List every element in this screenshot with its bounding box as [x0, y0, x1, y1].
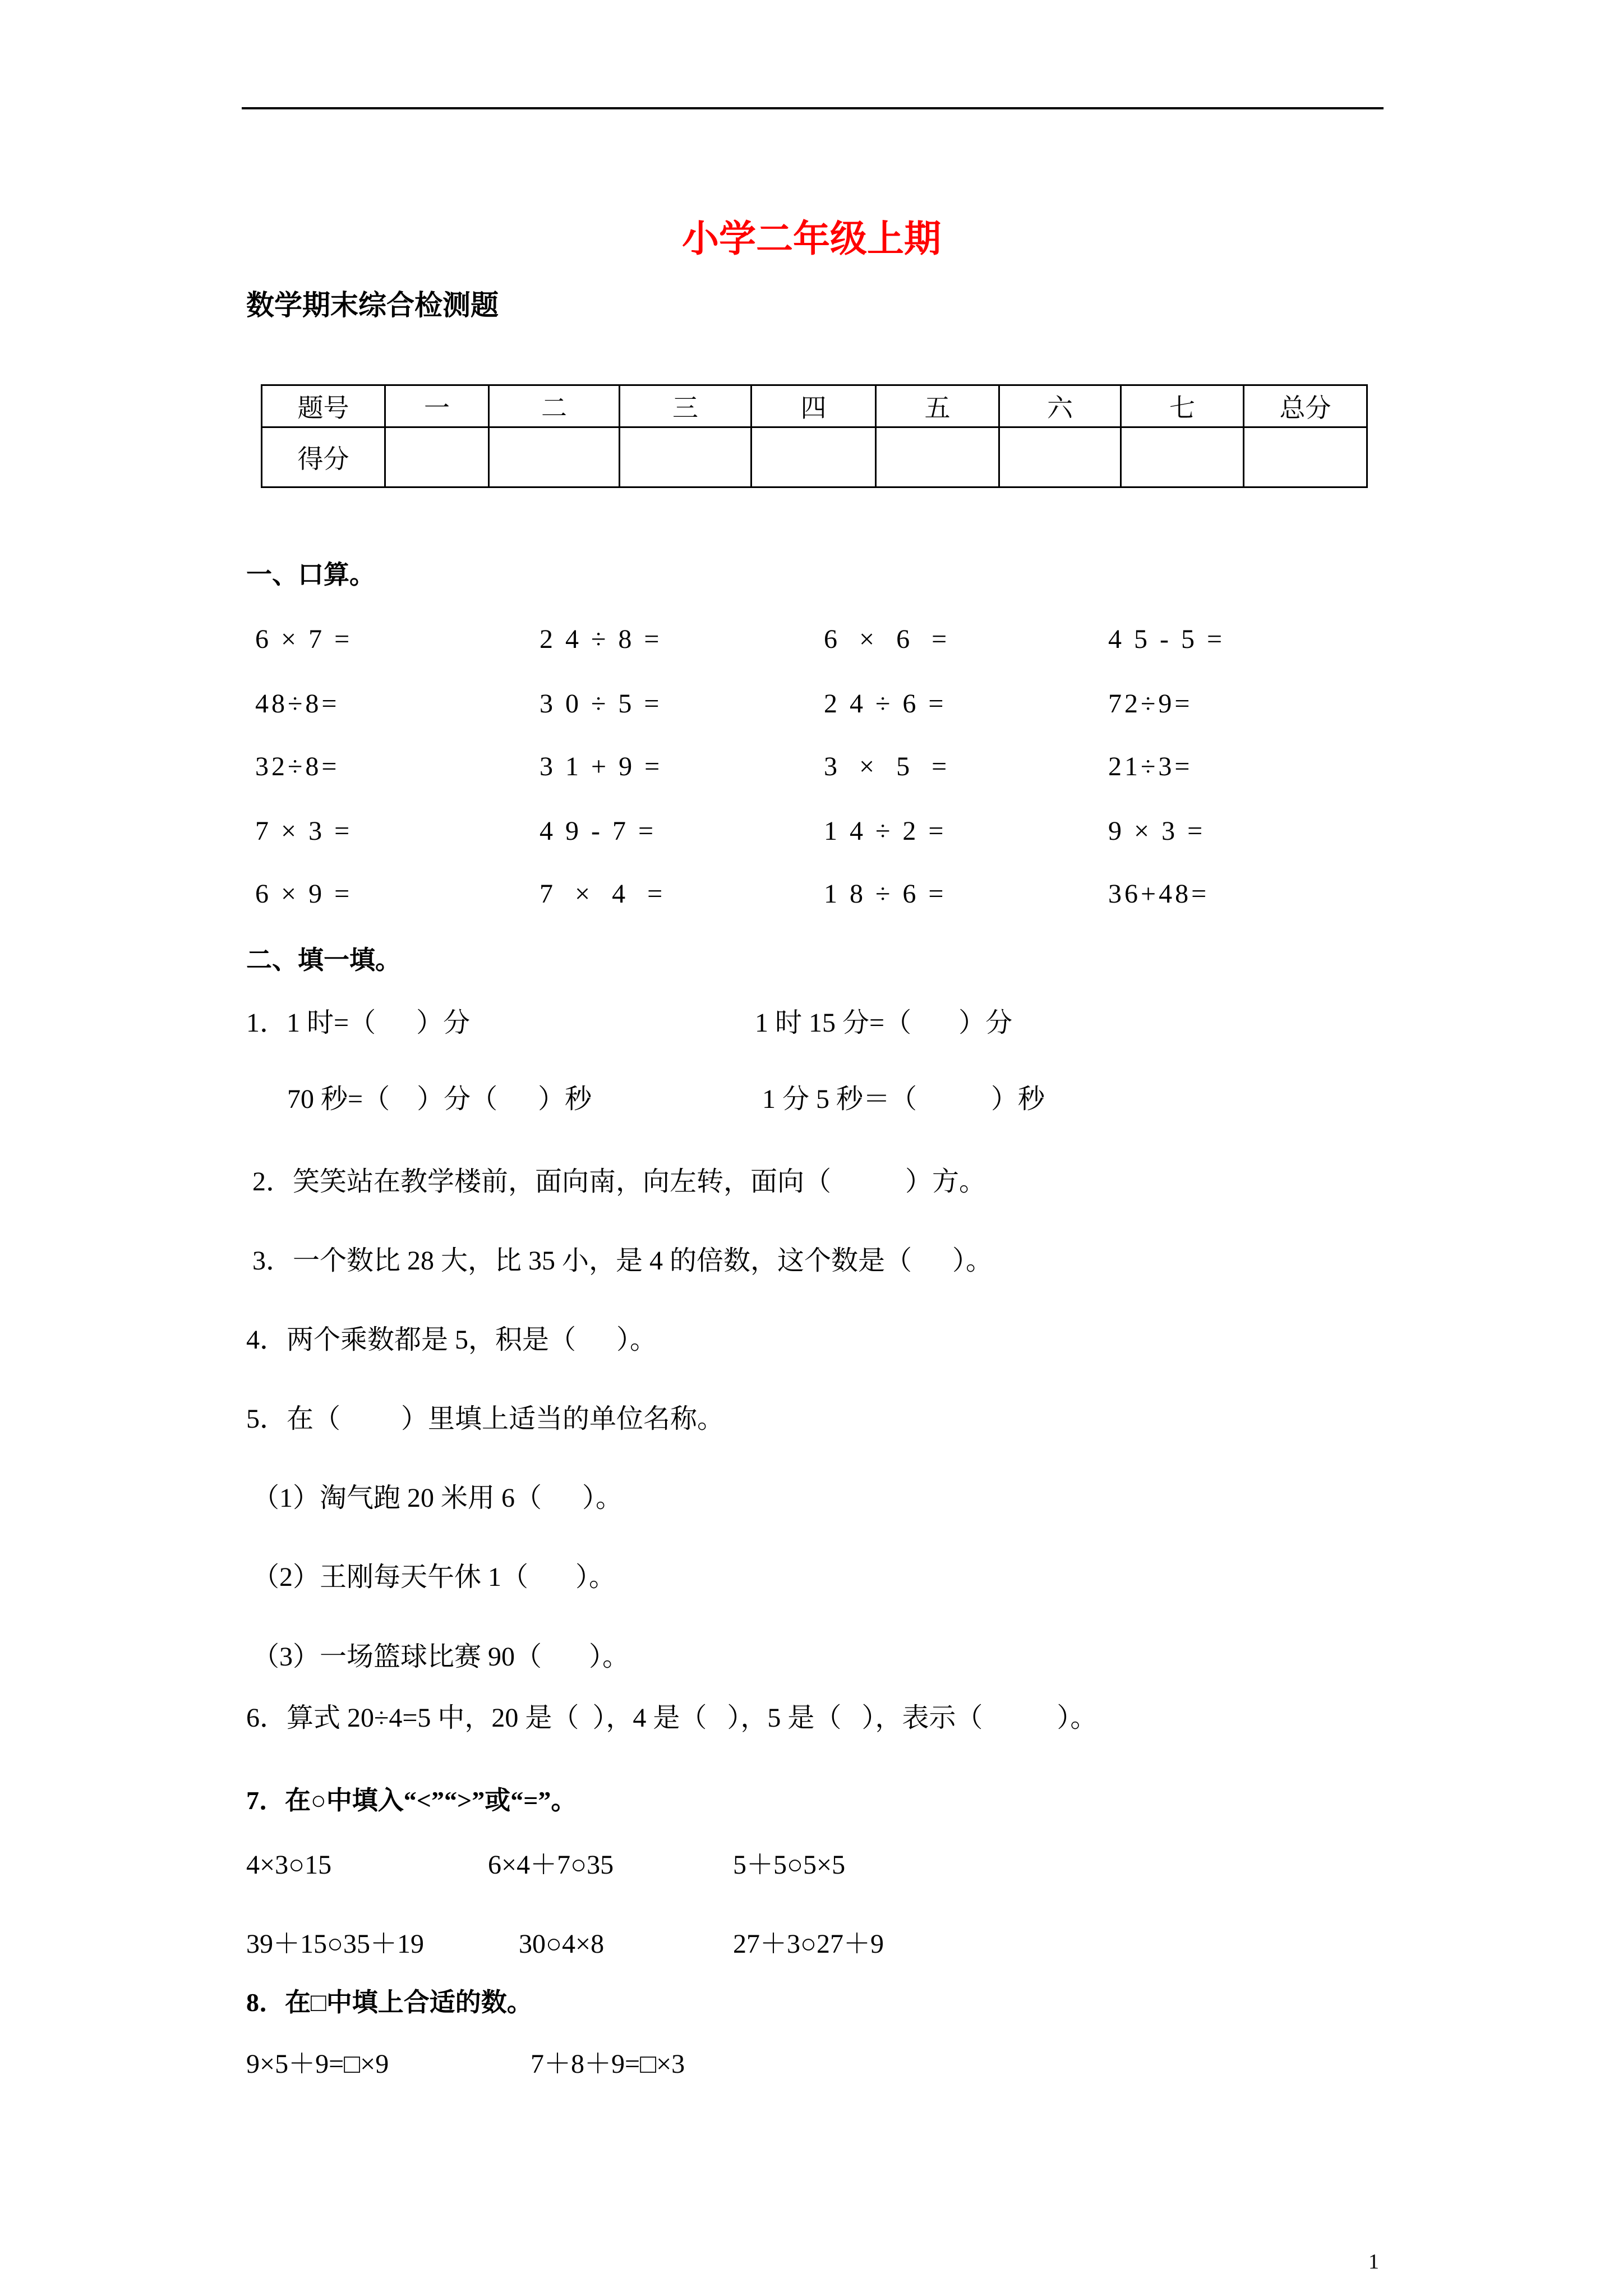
- score-row-label: 得分: [262, 427, 385, 487]
- score-table-column-1: 一: [385, 385, 489, 427]
- score-table-column-total: 总分: [1244, 385, 1367, 427]
- missing-number-problem: 7＋8＋9=□×3: [531, 2049, 685, 2079]
- question-5-part-1: （1）淘气跑 20 米用 6（ ）。: [252, 1483, 623, 1513]
- score-table-column-4: 四: [751, 385, 876, 427]
- score-table-header-row: [262, 385, 1367, 427]
- oral-problem: 6 × 9 =: [255, 879, 353, 909]
- oral-problem: 7 × 3 =: [255, 816, 353, 846]
- oral-problem: 36+48=: [1108, 879, 1210, 909]
- score-cell: [1121, 427, 1244, 487]
- score-table-column-3: 三: [620, 385, 751, 427]
- question-1-hour-15-minutes: 1 时 15 分=（ ）分: [755, 1008, 1013, 1038]
- score-cell: [999, 427, 1121, 487]
- question-4: 4．两个乘数都是 5，积是（ ）。: [246, 1325, 657, 1355]
- oral-problem: 6 × 6 =: [824, 624, 950, 654]
- question-5: 5．在（ ）里填上适当的单位名称。: [246, 1404, 725, 1434]
- oral-problem: 2 4 ÷ 8 =: [540, 624, 662, 654]
- question-1-hours-to-minutes: 1．1 时=（ ）分: [246, 1008, 471, 1038]
- score-cell: [751, 427, 876, 487]
- compare-problem: 6×4＋7○35: [488, 1850, 614, 1880]
- question-3: 3．一个数比 28 大，比 35 小，是 4 的倍数，这个数是（ ）。: [252, 1246, 993, 1276]
- question-1-minute-5-seconds: 1 分 5 秒＝（ ）秒: [762, 1084, 1045, 1114]
- oral-problem: 3 1 + 9 =: [540, 752, 663, 781]
- score-cell: [1244, 427, 1367, 487]
- score-table-column-6: 六: [999, 385, 1121, 427]
- oral-problem: 9 × 3 =: [1108, 816, 1206, 846]
- score-table-column-5: 五: [876, 385, 999, 427]
- page-title: 小学二年级上期: [682, 219, 941, 260]
- oral-problem: 1 4 ÷ 2 =: [824, 816, 947, 846]
- compare-problem: 39＋15○35＋19: [246, 1929, 424, 1959]
- oral-problem: 7 × 4 =: [540, 879, 666, 909]
- missing-number-problem: 9×5＋9=□×9: [246, 2049, 389, 2079]
- score-cell: [620, 427, 751, 487]
- score-table-column-2: 二: [489, 385, 620, 427]
- question-5-part-3: （3）一场篮球比赛 90（ ）。: [252, 1642, 630, 1672]
- oral-problem: 32÷8=: [255, 752, 340, 781]
- oral-problem: 2 4 ÷ 6 =: [824, 689, 947, 719]
- oral-problem: 72÷9=: [1108, 689, 1193, 719]
- question-2: 2．笑笑站在教学楼前，面向南，向左转，面向（ ）方。: [252, 1167, 986, 1197]
- oral-problem: 3 0 ÷ 5 =: [540, 689, 662, 719]
- score-table: [261, 384, 1368, 488]
- compare-problem: 30○4×8: [519, 1929, 605, 1959]
- top-divider: [242, 107, 1384, 109]
- compare-problem: 5＋5○5×5: [733, 1850, 846, 1880]
- oral-problem: 48÷8=: [255, 689, 340, 719]
- question-6: 6．算式 20÷4=5 中，20 是（ ），4 是（ ），5 是（ ），表示（ ）。: [246, 1703, 1098, 1733]
- section-heading-compare: 7．在○中填入“<”“>”或“=”。: [246, 1786, 577, 1815]
- compare-problem: 4×3○15: [246, 1850, 332, 1880]
- question-5-part-2: （2）王刚每天午休 1（ ）。: [252, 1562, 616, 1592]
- oral-problem: 21÷3=: [1108, 752, 1193, 781]
- page-subtitle: 数学期末综合检测题: [246, 289, 499, 321]
- oral-problem: 4 5 - 5 =: [1108, 624, 1225, 654]
- section-heading-fill: 二、填一填。: [246, 946, 401, 974]
- score-table-header-label: 题号: [262, 385, 385, 427]
- score-cell: [385, 427, 489, 487]
- oral-problem: 1 8 ÷ 6 =: [824, 879, 947, 909]
- score-table-score-row: [262, 427, 1367, 487]
- oral-problem: 6 × 7 =: [255, 624, 353, 654]
- section-heading-oral: 一、口算。: [246, 560, 375, 589]
- oral-problem: 4 9 - 7 =: [540, 816, 657, 846]
- page-number: 1: [1368, 2250, 1379, 2274]
- compare-problem: 27＋3○27＋9: [733, 1929, 884, 1959]
- oral-problem: 3 × 5 =: [824, 752, 950, 781]
- question-1-seconds-to-minutes: 70 秒=（ ）分（ ）秒: [287, 1084, 592, 1114]
- score-cell: [876, 427, 999, 487]
- score-table-column-7: 七: [1121, 385, 1244, 427]
- score-cell: [489, 427, 620, 487]
- section-heading-missing-number: 8．在□中填上合适的数。: [246, 1988, 533, 2017]
